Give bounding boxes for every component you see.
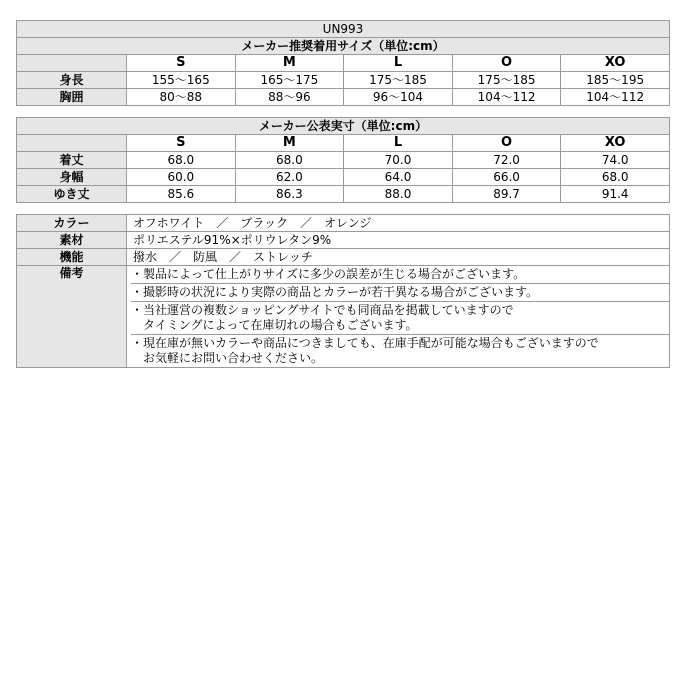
size-header: O [452,55,561,72]
table-row [17,152,670,169]
table-row [17,89,670,106]
color-value: オフホワイト ／ ブラック ／ オレンジ [127,215,670,232]
size-header: L [344,135,453,152]
table-cell: 80〜88 [127,89,236,106]
table-cell: 72.0 [452,152,561,169]
recommended-size-table [16,20,670,106]
size-header: XO [561,55,670,72]
table-cell: 85.6 [127,186,236,203]
actual-size-title: メーカー公表実寸（単位:cm） [17,118,670,135]
note-line: お気軽にお問い合わせください。 [143,351,324,365]
size-header: M [235,55,344,72]
note-block [131,335,669,367]
function-value: 撥水 ／ 防風 ／ ストレッチ [127,249,670,266]
note-block [131,302,669,335]
note-line: ・現在庫が無いカラーや商品につきましても、在庫手配が可能な場合もございますので [131,336,599,350]
table-cell: 96〜104 [344,89,453,106]
detail-row-material [17,232,670,249]
size-header: L [344,55,453,72]
table-cell: 88〜96 [235,89,344,106]
table-cell: 175〜185 [452,72,561,89]
table-cell: 60.0 [127,169,236,186]
product-details-table [16,214,670,368]
row-label-sleeve: ゆき丈 [17,186,127,203]
table-cell: 88.0 [344,186,453,203]
material-label: 素材 [17,232,127,249]
function-label: 機能 [17,249,127,266]
table-row [17,186,670,203]
table-row [17,169,670,186]
table-cell: 165〜175 [235,72,344,89]
size-header: XO [561,135,670,152]
size-header-row [17,55,670,72]
row-label-width: 身幅 [17,169,127,186]
table-cell: 68.0 [561,169,670,186]
row-label-chest: 胸囲 [17,89,127,106]
note-line: タイミングによって在庫切れの場合もございます。 [143,318,418,332]
table-cell: 66.0 [452,169,561,186]
table-cell: 70.0 [344,152,453,169]
size-header: M [235,135,344,152]
row-label-length: 着丈 [17,152,127,169]
size-header-row [17,135,670,152]
detail-row-color [17,215,670,232]
note-line: ・当社運営の複数ショッピングサイトでも同商品を掲載していますので [131,303,514,317]
recommended-size-title: メーカー推奨着用サイズ（単位:cm） [17,38,670,55]
product-code: UN993 [17,21,670,38]
row-label-height: 身長 [17,72,127,89]
notes-label: 備考 [17,266,127,368]
corner-cell [17,55,127,72]
material-value: ポリエステル91%×ポリウレタン9% [127,232,670,249]
detail-row-notes [17,266,670,368]
size-header: S [127,135,236,152]
table-cell: 62.0 [235,169,344,186]
table-cell: 86.3 [235,186,344,203]
table-cell: 74.0 [561,152,670,169]
table-cell: 89.7 [452,186,561,203]
size-header: O [452,135,561,152]
table-row [17,72,670,89]
table-cell: 64.0 [344,169,453,186]
note-line: ・撮影時の状況により実際の商品とカラーが若干異なる場合がございます。 [131,284,669,302]
actual-size-table [16,117,670,203]
table-cell: 175〜185 [344,72,453,89]
note-line: ・製品によって仕上がりサイズに多少の誤差が生じる場合がございます。 [131,266,669,284]
detail-row-function [17,249,670,266]
table-cell: 68.0 [127,152,236,169]
notes-cell [127,266,670,368]
table-cell: 68.0 [235,152,344,169]
size-header: S [127,55,236,72]
table-cell: 185〜195 [561,72,670,89]
color-label: カラー [17,215,127,232]
table-cell: 104〜112 [561,89,670,106]
table-cell: 104〜112 [452,89,561,106]
table-cell: 91.4 [561,186,670,203]
corner-cell [17,135,127,152]
table-cell: 155〜165 [127,72,236,89]
